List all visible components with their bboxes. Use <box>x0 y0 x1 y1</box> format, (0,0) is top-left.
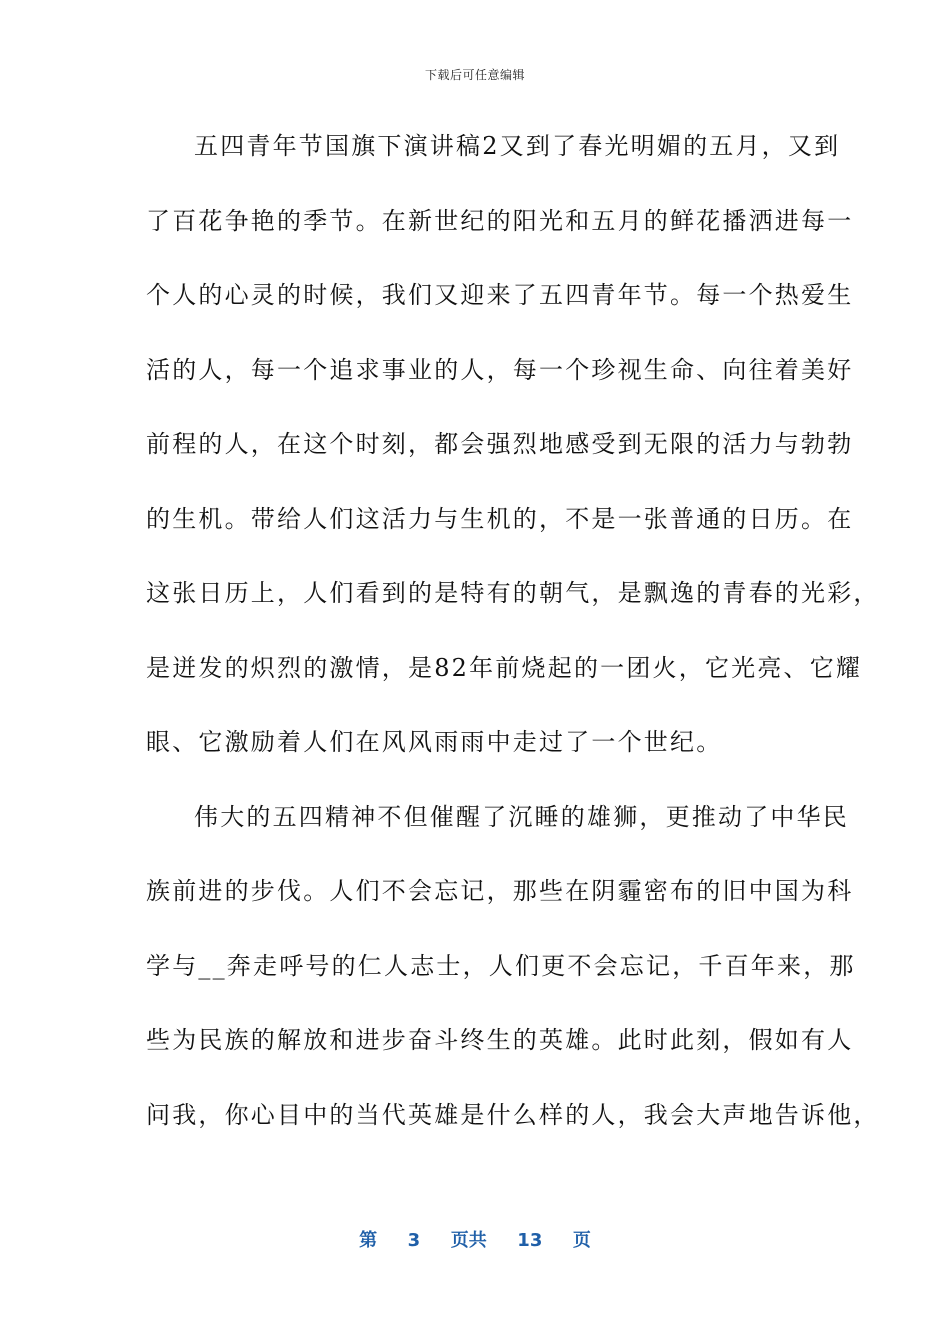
paragraph-line: 的生机。带给人们这活力与生机的，不是一张普通的日历。在 <box>146 504 854 533</box>
paragraph-line: 活的人，每一个追求事业的人，每一个珍视生命、向往着美好 <box>146 355 854 384</box>
footer-prefix: 第 <box>359 1230 378 1251</box>
paragraph-line: 眼、它激励着人们在风风雨雨中走过了一个世纪。 <box>146 728 723 756</box>
footer-suffix: 页 <box>572 1230 591 1251</box>
header-note: 下载后可任意编辑 <box>424 68 525 82</box>
footer-middle: 页共 <box>450 1230 487 1251</box>
body-text <box>146 128 880 1171</box>
paragraph-line: 个人的心灵的时候，我们又迎来了五四青年节。每一个热爱生 <box>146 281 854 309</box>
paragraph-line: 五四青年节国旗下演讲稿2又到了春光明媚的五月，又到 <box>194 132 841 160</box>
paragraph-line: 了百花争艳的季节。在新世纪的阳光和五月的鲜花播洒进每一 <box>146 206 854 235</box>
paragraph-line: 前程的人，在这个时刻，都会强烈地感受到无限的活力与勃勃 <box>146 430 854 458</box>
paragraph-line: 学与__奔走呼号的仁人志士，人们更不会忘记，千百年来，那 <box>146 951 856 980</box>
paragraph-line: 是迸发的炽烈的激情，是82年前烧起的一团火，它光亮、它耀 <box>146 653 863 682</box>
paragraph-line: 这张日历上，人们看到的是特有的朝气，是飘逸的青春的光彩， <box>146 579 880 607</box>
paragraph-line: 族前进的步伐。人们不会忘记，那些在阴霾密布的旧中国为科 <box>146 877 854 905</box>
current-page-number: 3 <box>407 1230 421 1251</box>
paragraph-line: 问我，你心目中的当代英雄是什么样的人，我会大声地告诉他， <box>146 1100 880 1129</box>
page-number-footer <box>0 1226 950 1252</box>
paragraph-line: 伟大的五四精神不但催醒了沉睡的雄狮，更推动了中华民 <box>194 802 849 831</box>
total-pages-number: 13 <box>517 1230 543 1251</box>
paragraph-line: 些为民族的解放和进步奋斗终生的英雄。此时此刻，假如有人 <box>146 1026 854 1054</box>
